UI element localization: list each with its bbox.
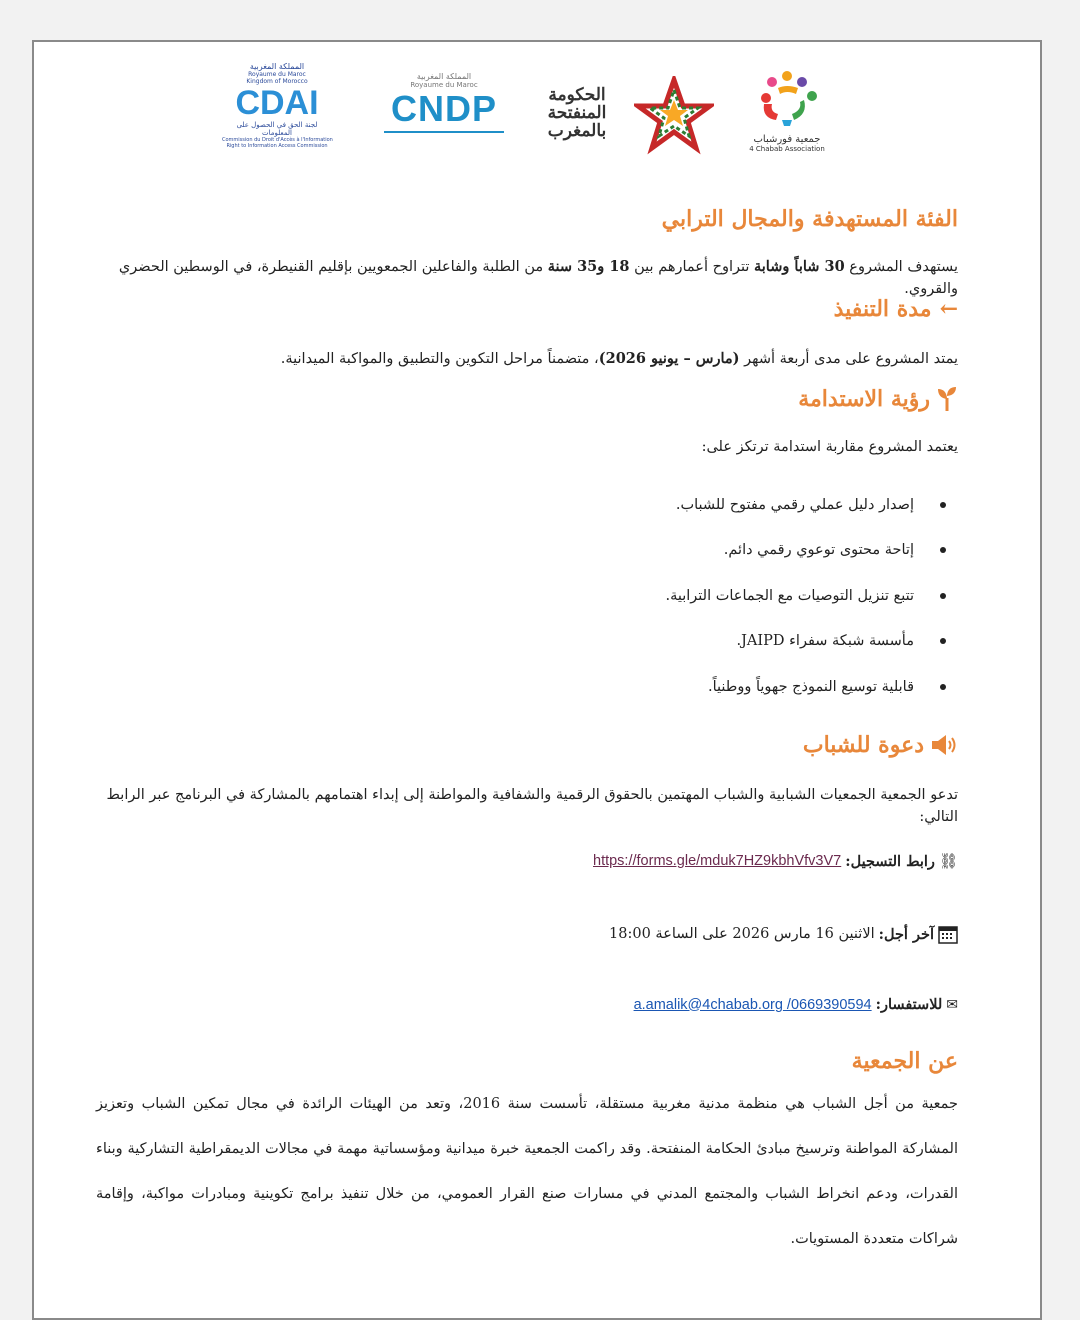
duration-heading [834, 296, 958, 322]
sustainability-list [665, 482, 958, 710]
logo-bar [214, 60, 834, 170]
cdai-acronym: CDAI [235, 84, 319, 122]
ogp-line-2: المنفتحة [547, 103, 607, 123]
list-item-text: تتبع تنزيل التوصيات مع الجماعات الترابية. [665, 587, 914, 604]
bullet-icon [940, 638, 946, 644]
sustainability-heading [798, 386, 958, 412]
document-page [32, 40, 1042, 1320]
deadline-label: آخر أجل: [878, 925, 934, 943]
deadline-value: الاثنين 16 مارس 2026 على الساعة 18:00 [609, 926, 875, 942]
chabab-name-ar: جمعية فورشباب [753, 134, 821, 145]
duration-paragraph [96, 348, 958, 370]
deadline-line [609, 924, 958, 944]
arrow-left-icon: ← [939, 296, 958, 322]
contact-line [634, 996, 958, 1013]
list-item [665, 664, 958, 710]
target-heading: الفئة المستهدفة والمجال الترابي [661, 206, 958, 232]
cndp-country-ar: المملكة المغربية [416, 72, 472, 81]
megaphone-icon [930, 733, 958, 757]
list-item [665, 482, 958, 528]
call-heading [803, 732, 958, 758]
duration-text-1: يمتد المشروع على مدى أربعة أشهر [739, 351, 958, 367]
cndp-acronym: CNDP [390, 88, 497, 129]
registration-label: رابط التسجيل: [845, 852, 935, 870]
call-title: دعوة للشباب [802, 732, 924, 758]
cndp-country-fr: Royaume du Maroc [410, 81, 478, 89]
duration-text-2: ، متضمناً مراحل التكوين والتطبيق والمواكبة الميدانية. [280, 351, 599, 367]
ogp-star-logo [634, 76, 714, 156]
cdai-country-ar: المملكة المغربية [249, 62, 305, 71]
target-paragraph [96, 256, 958, 300]
cndp-underline [384, 131, 504, 133]
list-item-text: إتاحة محتوى توعوي رقمي دائم. [723, 542, 914, 559]
target-text-3: من الطلبة والفاعلين الجمعويين بإقليم القنيطرة، في الوسطين الحضري والقروي. [118, 259, 958, 297]
chabab-logo [742, 70, 832, 160]
registration-line [593, 852, 958, 870]
sustainability-intro: يعتمد المشروع مقاربة استدامة ترتكز على: [701, 439, 958, 455]
duration-title: مدة التنفيذ [833, 296, 932, 322]
ogp-line-3: بالمغرب [547, 121, 607, 141]
target-text-1: يستهدف المشروع [844, 259, 958, 275]
list-item [665, 528, 958, 574]
call-paragraph: تدعو الجمعية الجمعيات الشبابية والشباب المهتمين بالحقوق الرقمية والشفافية والمواطنة إلى إبداء اهتمامهم بالمشاركة في البرنامج عبر الرابط التالي: [106, 787, 958, 825]
cdai-sub-en: Right to Information Access Commission [226, 143, 328, 149]
star-icon [634, 76, 714, 156]
bullet-icon [940, 684, 946, 690]
about-heading: عن الجمعية [851, 1048, 958, 1074]
sustainability-title: رؤية الاستدامة [798, 386, 930, 412]
cdai-sub-fr: Commission du Droit d'Accès à l'Information [222, 137, 333, 143]
chabab-name-en: 4 Chabab Association [749, 145, 825, 153]
cdai-logo [222, 62, 332, 162]
sprout-icon [936, 386, 958, 412]
list-item-text: مأسسة شبكة سفراء JAIPD. [736, 633, 914, 650]
cdai-en: Kingdom of Morocco [246, 78, 308, 85]
bullet-icon [940, 547, 946, 553]
target-text-2: تتراوح أعمارهم بين [629, 259, 754, 275]
cndp-logo [374, 72, 514, 162]
about-paragraph: جمعية من أجل الشباب هي منظمة مدنية مغربية مستقلة، تأسست سنة 2016، وتعد من الهيئات الرائدة في مجال تمكين الشباب وتعزيز المشاركة المواطنة وترسيخ مبادئ الحكامة المنفتحة. وقد راكمت الجمعية خبرة ميدانية ومؤسساتية مهمة في مجالات الديمقراطية التشاركية وبناء القدرات، ودعم انخراط الشباب والمجتمع المدني في مسارات صنع القرار العمومي، من خلال تنفيذ برامج تكوينية ومبادرات مواكبة، وإقامة شراكات متعددة المستويات. [96, 1096, 958, 1247]
list-item-text: إصدار دليل عملي رقمي مفتوح للشباب. [675, 496, 914, 513]
calendar-icon [938, 924, 958, 944]
bullet-icon [940, 502, 946, 508]
list-item [665, 573, 958, 619]
contact-label: للاستفسار: [875, 996, 943, 1013]
bullet-icon [940, 593, 946, 599]
duration-text-bold: (مارس – يونيو 2026) [598, 350, 740, 367]
ogp-text-logo [532, 86, 622, 140]
list-item-text: قابلية توسيع النموذج جهوياً ووطنياً. [708, 678, 914, 695]
cdai-fr: Royaume du Maroc [248, 71, 306, 78]
email-icon: ✉ [946, 996, 958, 1013]
link-icon: ⛓ [938, 852, 958, 870]
target-text-bold-2: 18 و35 سنة [547, 258, 630, 275]
contact-link[interactable]: 0669390594/ a.amalik@4chabab.org [633, 996, 872, 1013]
list-item [665, 619, 958, 665]
chabab-mark-icon [742, 70, 832, 130]
cdai-sub-ar: لجنة الحق في الحصول على المعلومات [236, 121, 318, 137]
ogp-line-1: الحكومة [548, 85, 606, 105]
registration-link[interactable]: https://forms.gle/mduk7HZ9kbhVfv3V7 [593, 853, 842, 869]
target-text-bold-1: 30 شاباً وشابة [754, 258, 845, 275]
